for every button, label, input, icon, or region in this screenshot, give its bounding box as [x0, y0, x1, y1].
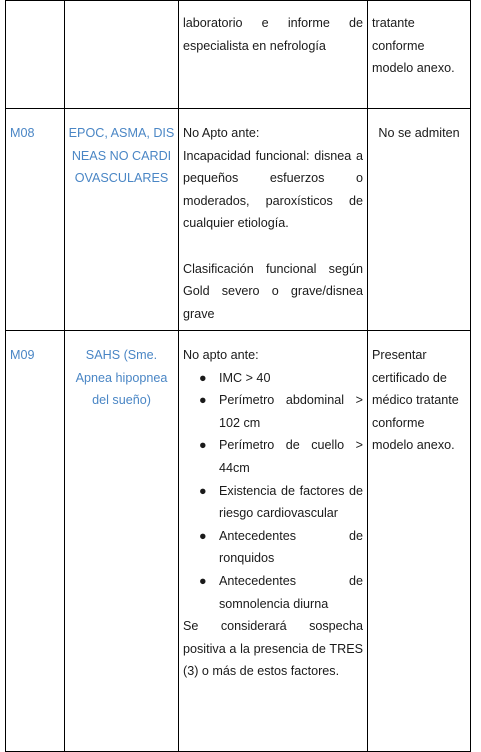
requirement-note: Se considerará sospecha positiva a la presencia de TRES (3) o más de estos factores. — [183, 619, 363, 679]
list-item: ● Perímetro de cuello > 44cm — [183, 434, 363, 479]
code-cell — [6, 1, 65, 109]
list-item: ● IMC > 40 — [183, 367, 363, 390]
risk-factor-list — [183, 367, 363, 616]
requirement-title: No Apto ante: — [183, 126, 260, 140]
condition-cell: SAHS (Sme. Apnea hipopnea del sueño) — [65, 331, 179, 752]
bullet-icon: ● — [199, 528, 207, 543]
requirement-line: especialista en nefrología — [183, 38, 326, 53]
requirement-cell — [179, 1, 368, 109]
observation-cell: Presentar certificado de médico tratante conforme modelo anexo. — [368, 331, 471, 752]
list-item: ● Antecedentes de ronquidos — [183, 525, 363, 570]
condition-cell — [65, 1, 179, 109]
list-item: ● Existencia de factores de riesgo cardiovascular — [183, 480, 363, 525]
table-row — [6, 1, 471, 109]
list-item: ● Perímetro abdominal > 102 cm — [183, 389, 363, 434]
requirement-line: laboratorio e informe de — [183, 16, 363, 30]
list-item: ● Antecedentes de somnolencia diurna — [183, 570, 363, 615]
bullet-icon: ● — [199, 370, 207, 385]
observation-cell: No se admiten — [368, 109, 471, 331]
requirement-paragraph: Clasificación funcional según Gold severo o grave/disnea grave — [183, 261, 363, 321]
observation-cell: tratante conforme modelo anexo. — [368, 1, 471, 109]
bullet-icon: ● — [199, 438, 207, 453]
requirement-cell — [179, 331, 368, 752]
requirement-paragraph: Incapacidad funcional: disnea a pequeños esfuerzos o moderados, paroxísticos de cualquier etiología. — [183, 148, 363, 231]
requirement-cell — [179, 109, 368, 331]
condition-cell — [65, 109, 179, 331]
condition-name: EPOC, ASMA, DISNEAS NO CARDIOVASCULARES — [68, 126, 175, 186]
bullet-icon: ● — [199, 393, 207, 408]
requirement-title: No apto ante: — [183, 348, 259, 362]
code-cell: M08 — [6, 109, 65, 331]
bullet-icon: ● — [199, 483, 207, 498]
code-cell: M09 — [6, 331, 65, 752]
requirements-table — [5, 0, 471, 752]
table-row — [6, 109, 471, 331]
bullet-icon: ● — [199, 573, 207, 588]
table-row — [6, 331, 471, 752]
paragraph-gap — [183, 235, 363, 258]
